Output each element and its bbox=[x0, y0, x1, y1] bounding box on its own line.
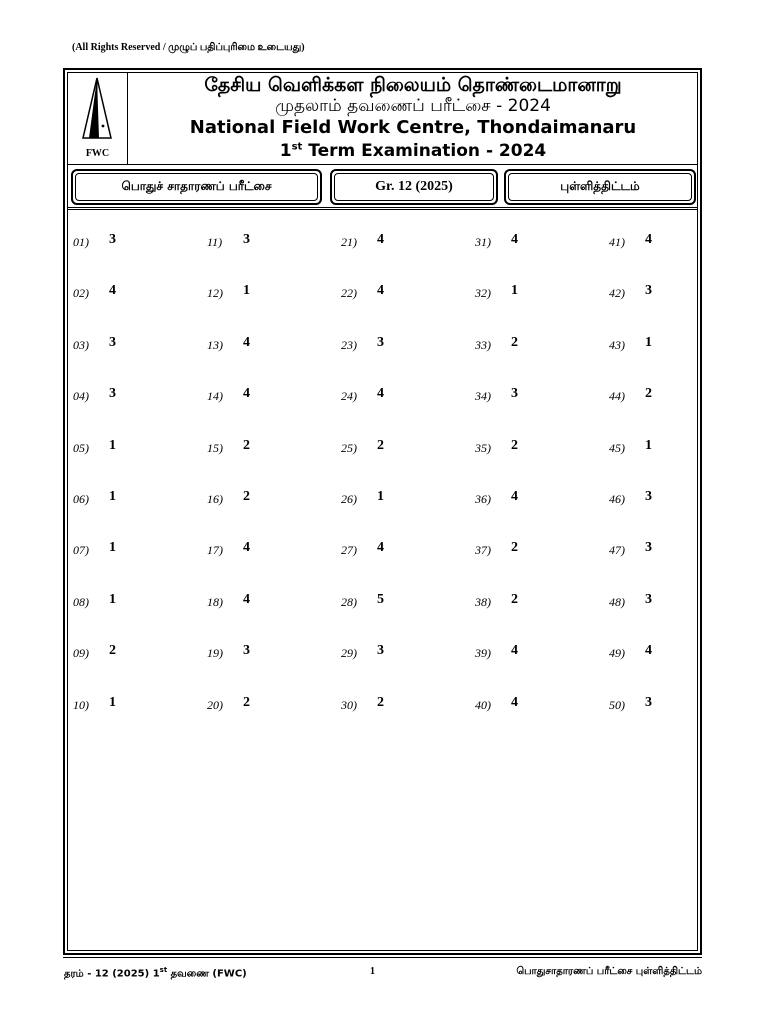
question-number: 05) bbox=[73, 441, 89, 455]
answer-value: 4 bbox=[511, 643, 518, 658]
answer-value: 3 bbox=[645, 592, 652, 607]
question-number: 03) bbox=[73, 338, 89, 352]
answer-value: 4 bbox=[377, 540, 384, 555]
answer-value: 3 bbox=[109, 232, 116, 247]
question-number: 23) bbox=[341, 338, 357, 352]
question-number: 24) bbox=[341, 389, 357, 403]
question-number: 31) bbox=[475, 235, 491, 249]
answer-value: 1 bbox=[109, 489, 116, 504]
answer-value: 4 bbox=[243, 335, 250, 350]
answer-value: 2 bbox=[109, 643, 116, 658]
question-number: 36) bbox=[475, 492, 491, 506]
answer-value: 3 bbox=[645, 540, 652, 555]
header-divider bbox=[67, 164, 698, 165]
question-number: 10) bbox=[73, 698, 89, 712]
question-number: 16) bbox=[207, 492, 223, 506]
question-number: 33) bbox=[475, 338, 491, 352]
question-number: 28) bbox=[341, 595, 357, 609]
question-number: 32) bbox=[475, 286, 491, 300]
exam-title-tamil: முதலாம் தவணைப் பரீட்சை - 2024 bbox=[275, 96, 551, 116]
footer-left-sup: st bbox=[159, 966, 168, 974]
question-number: 41) bbox=[609, 235, 625, 249]
answer-value: 2 bbox=[511, 592, 518, 607]
question-number: 15) bbox=[207, 441, 223, 455]
answer-key-grid bbox=[73, 232, 698, 732]
question-number: 50) bbox=[609, 698, 625, 712]
answer-value: 3 bbox=[243, 232, 250, 247]
footer-divider bbox=[63, 957, 702, 958]
answer-value: 1 bbox=[511, 283, 518, 298]
answer-value: 1 bbox=[645, 335, 652, 350]
question-number: 07) bbox=[73, 543, 89, 557]
answer-value: 1 bbox=[109, 695, 116, 710]
question-number: 11) bbox=[207, 235, 223, 249]
question-number: 25) bbox=[341, 441, 357, 455]
question-number: 30) bbox=[341, 698, 357, 712]
footer-left bbox=[64, 966, 247, 980]
answer-value: 1 bbox=[645, 438, 652, 453]
question-number: 17) bbox=[207, 543, 223, 557]
institution-title-english: National Field Work Centre, Thondaimanaru bbox=[189, 117, 637, 138]
exam-title-rest: Term Examination - 2024 bbox=[302, 141, 547, 161]
question-number: 42) bbox=[609, 286, 625, 300]
answer-value: 2 bbox=[377, 695, 384, 710]
answer-value: 4 bbox=[511, 232, 518, 247]
answer-value: 5 bbox=[377, 592, 384, 607]
question-number: 02) bbox=[73, 286, 89, 300]
question-number: 49) bbox=[609, 646, 625, 660]
exam-ordinal-suffix: st bbox=[291, 141, 303, 153]
rights-notice: (All Rights Reserved / முழுப் பதிப்புரிமை உடையது) bbox=[72, 42, 305, 53]
question-number: 37) bbox=[475, 543, 491, 557]
subject-label: பொதுச் சாதாரணப் பரீட்சை bbox=[75, 173, 318, 201]
answer-value: 3 bbox=[109, 335, 116, 350]
answer-value: 4 bbox=[377, 386, 384, 401]
question-number: 12) bbox=[207, 286, 223, 300]
question-number: 08) bbox=[73, 595, 89, 609]
answer-value: 4 bbox=[645, 643, 652, 658]
question-number: 27) bbox=[341, 543, 357, 557]
subject-tag bbox=[71, 169, 322, 205]
document-type-tag bbox=[504, 169, 696, 205]
answer-value: 3 bbox=[511, 386, 518, 401]
answer-value: 4 bbox=[243, 592, 250, 607]
footer-right: பொதுசாதாரணப் பரீட்சை புள்ளித்திட்டம் bbox=[516, 966, 702, 977]
question-number: 43) bbox=[609, 338, 625, 352]
answer-value: 4 bbox=[243, 540, 250, 555]
answer-value: 3 bbox=[645, 283, 652, 298]
question-number: 01) bbox=[73, 235, 89, 249]
logo-box bbox=[67, 72, 128, 164]
answer-value: 3 bbox=[645, 695, 652, 710]
document-type-label: புள்ளித்திட்டம் bbox=[508, 173, 692, 201]
question-number: 18) bbox=[207, 595, 223, 609]
answer-value: 4 bbox=[109, 283, 116, 298]
tags-divider-inner bbox=[67, 209, 698, 210]
answer-value: 4 bbox=[243, 386, 250, 401]
question-number: 45) bbox=[609, 441, 625, 455]
question-number: 34) bbox=[475, 389, 491, 403]
answer-value: 1 bbox=[243, 283, 250, 298]
question-number: 14) bbox=[207, 389, 223, 403]
question-number: 13) bbox=[207, 338, 223, 352]
question-number: 04) bbox=[73, 389, 89, 403]
question-number: 19) bbox=[207, 646, 223, 660]
answer-value: 2 bbox=[511, 335, 518, 350]
question-number: 47) bbox=[609, 543, 625, 557]
answer-value: 4 bbox=[511, 695, 518, 710]
question-number: 09) bbox=[73, 646, 89, 660]
answer-value: 3 bbox=[645, 489, 652, 504]
footer-left-pre: தரம் - 12 (2025) 1 bbox=[64, 968, 160, 980]
question-number: 48) bbox=[609, 595, 625, 609]
logo-label: FWC bbox=[85, 148, 110, 159]
exam-title-english bbox=[128, 141, 698, 161]
answer-value: 2 bbox=[243, 695, 250, 710]
answer-value: 1 bbox=[377, 489, 384, 504]
question-number: 26) bbox=[341, 492, 357, 506]
answer-value: 3 bbox=[243, 643, 250, 658]
footer-left-post: தவணை (FWC) bbox=[167, 968, 247, 980]
answer-value: 2 bbox=[243, 438, 250, 453]
fwc-logo-icon bbox=[77, 76, 117, 146]
answer-value: 4 bbox=[511, 489, 518, 504]
question-number: 20) bbox=[207, 698, 223, 712]
answer-value: 3 bbox=[109, 386, 116, 401]
answer-value: 2 bbox=[645, 386, 652, 401]
answer-value: 1 bbox=[109, 592, 116, 607]
question-number: 21) bbox=[341, 235, 357, 249]
question-number: 39) bbox=[475, 646, 491, 660]
institution-title-tamil: தேசிய வெளிக்கள நிலையம் தொண்டைமானாறு bbox=[204, 74, 622, 96]
page-number: 1 bbox=[370, 966, 375, 977]
exam-ordinal: 1 bbox=[279, 141, 292, 161]
answer-value: 1 bbox=[109, 540, 116, 555]
answer-value: 3 bbox=[377, 643, 384, 658]
question-number: 38) bbox=[475, 595, 491, 609]
answer-value: 4 bbox=[377, 283, 384, 298]
tags-divider bbox=[67, 207, 698, 208]
answer-value: 4 bbox=[645, 232, 652, 247]
answer-value: 2 bbox=[377, 438, 384, 453]
grade-tag bbox=[330, 169, 498, 205]
answer-value: 3 bbox=[377, 335, 384, 350]
question-number: 06) bbox=[73, 492, 89, 506]
question-number: 35) bbox=[475, 441, 491, 455]
question-number: 29) bbox=[341, 646, 357, 660]
question-number: 46) bbox=[609, 492, 625, 506]
question-number: 22) bbox=[341, 286, 357, 300]
question-number: 44) bbox=[609, 389, 625, 403]
answer-value: 2 bbox=[511, 540, 518, 555]
answer-value: 4 bbox=[377, 232, 384, 247]
question-number: 40) bbox=[475, 698, 491, 712]
answer-value: 2 bbox=[511, 438, 518, 453]
grade-label: Gr. 12 (2025) bbox=[334, 173, 494, 201]
answer-value: 2 bbox=[243, 489, 250, 504]
answer-value: 1 bbox=[109, 438, 116, 453]
